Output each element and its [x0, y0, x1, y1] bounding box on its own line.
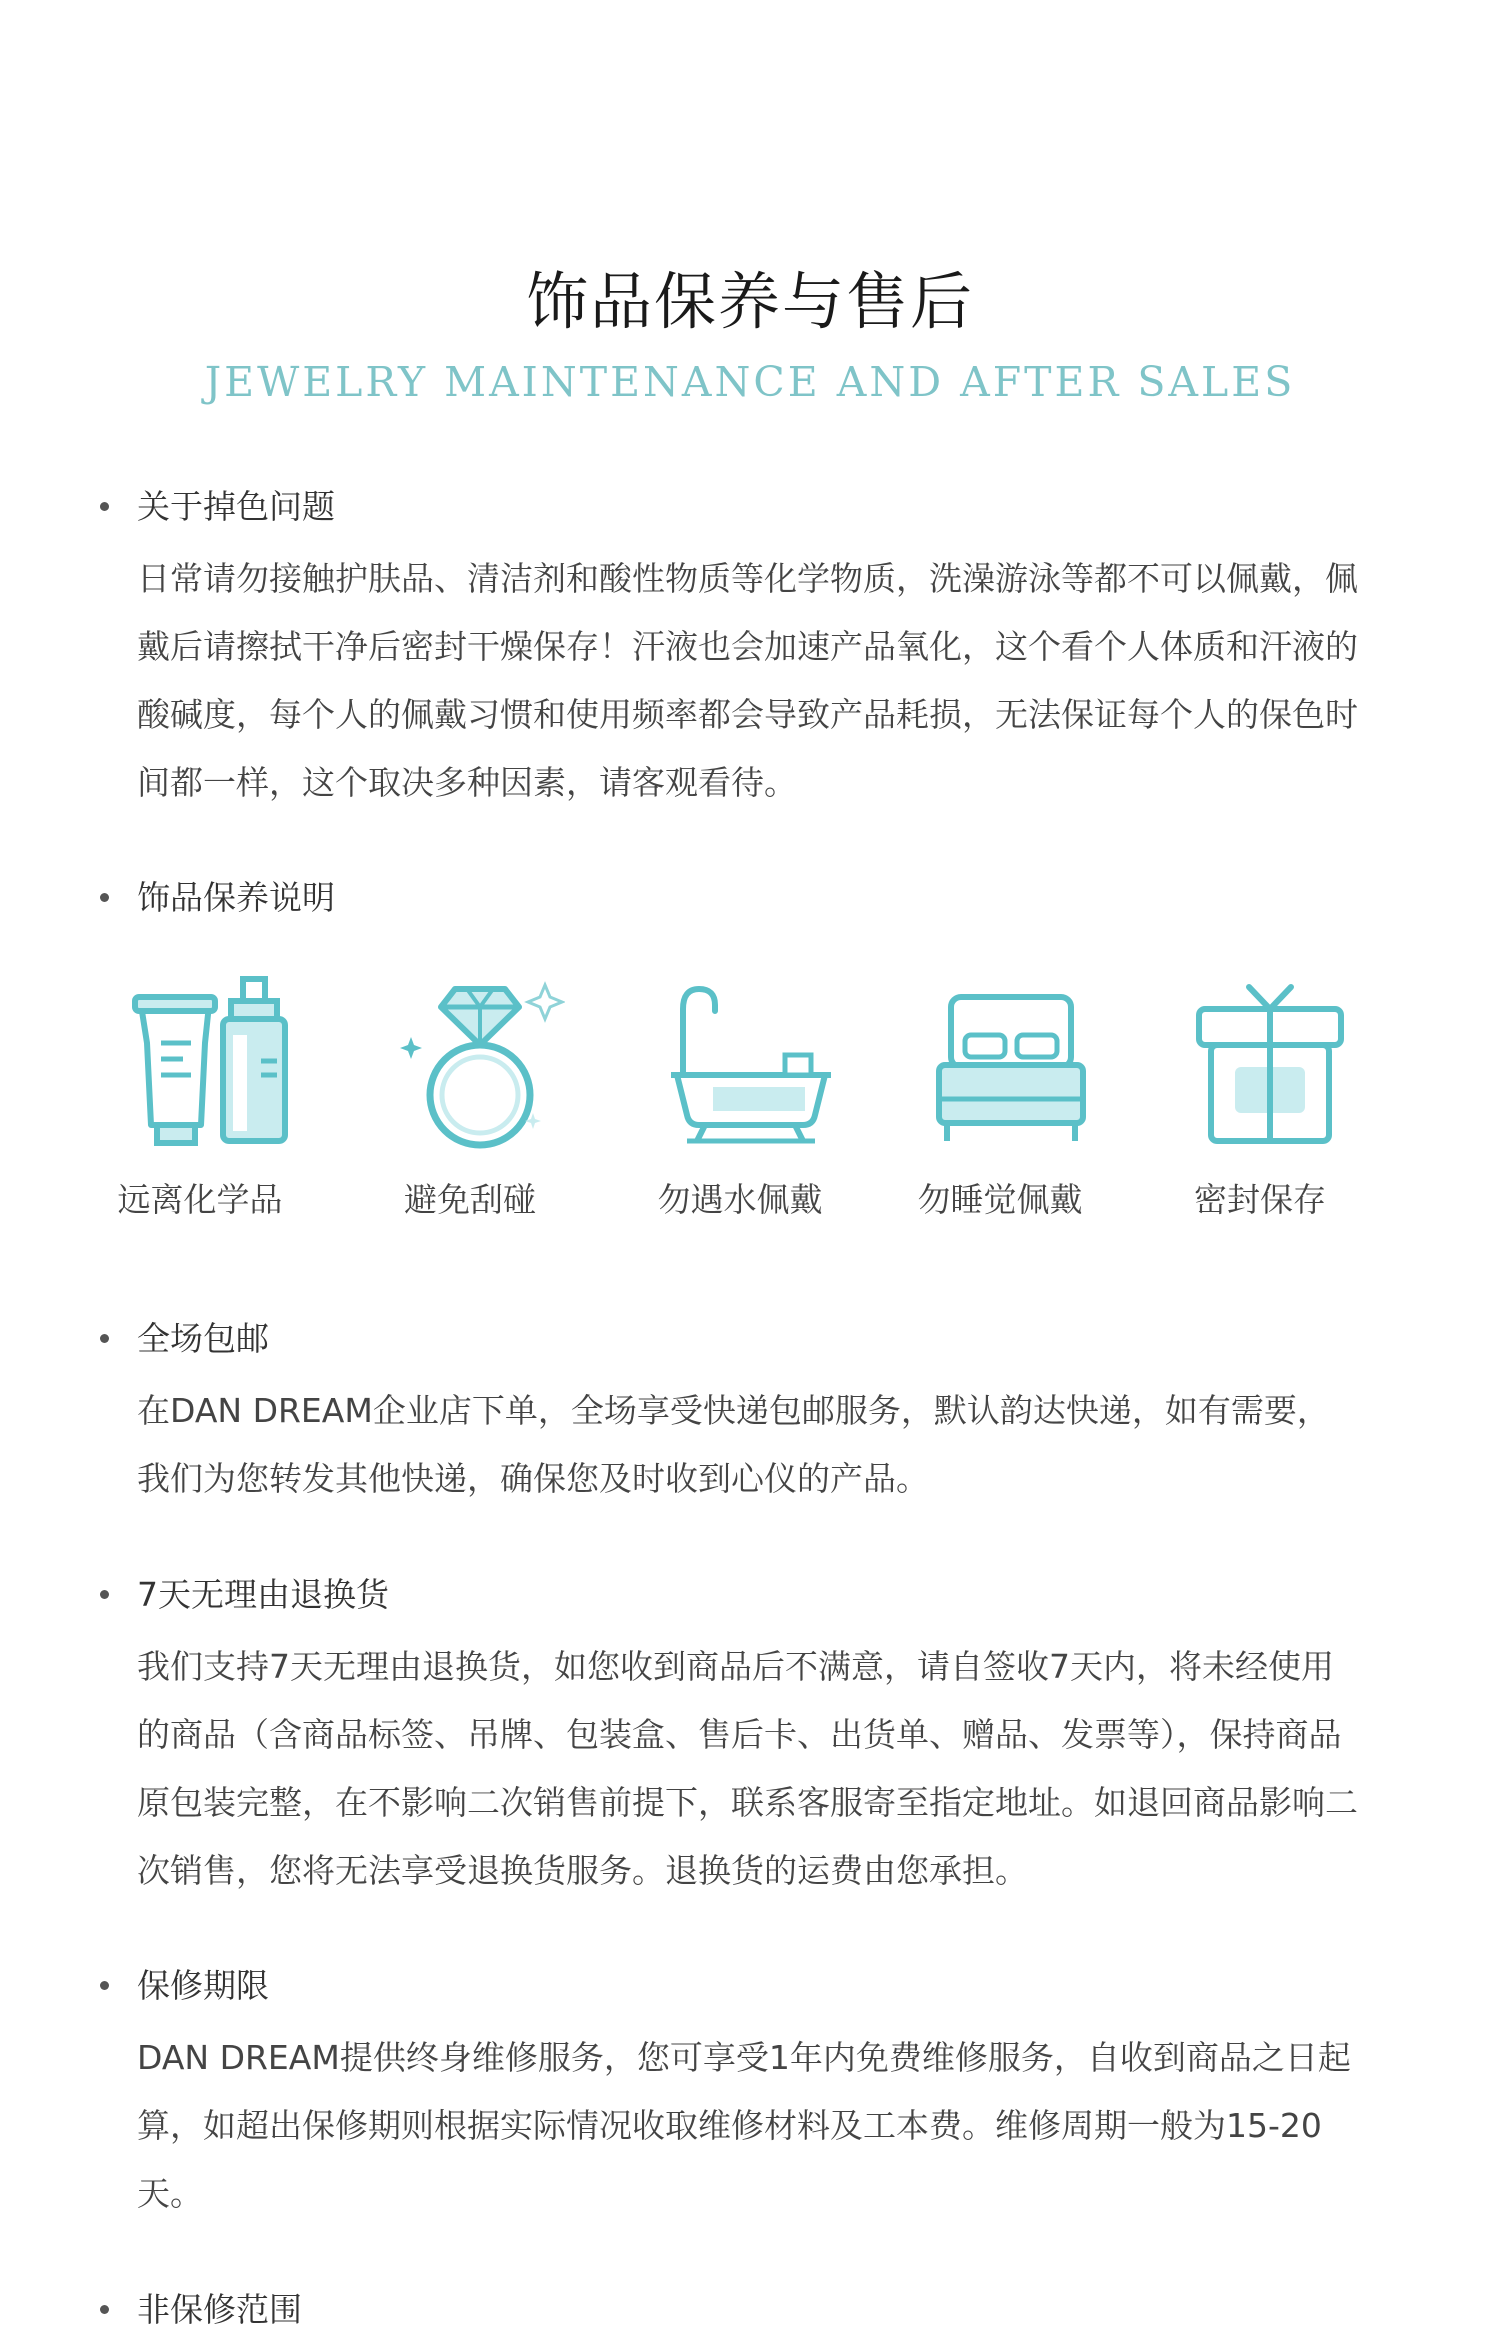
- section-paragraph: 在DAN DREAM企业店下单，全场享受快递包邮服务，默认韵达快递，如有需要，我们为您转发其他快递，确保您及时收到心仪的产品。: [137, 1391, 1330, 1498]
- section-non-warranty: [100, 2282, 1360, 2338]
- section-heading-text: 7天无理由退换货: [137, 1575, 389, 1614]
- bullet-dot: [100, 1590, 109, 1599]
- section-heading-text: 关于掉色问题: [137, 487, 335, 526]
- section-heading-text: 饰品保养说明: [137, 878, 335, 917]
- section-heading-text: 保修期限: [137, 1966, 269, 2005]
- care-icons-row: [100, 975, 1400, 1245]
- section-care: [100, 870, 1360, 926]
- bathtub-icon: [665, 975, 835, 1150]
- section-heading: [100, 479, 1360, 535]
- page-subtitle-en: JEWELRY MAINTENANCE AND AFTER SALES: [204, 358, 1296, 406]
- care-item-water: [640, 975, 840, 1245]
- section-heading: [100, 870, 1360, 926]
- section-returns: [100, 1567, 1360, 1905]
- section-heading: [100, 1311, 1360, 1367]
- bullet-dot: [100, 893, 109, 902]
- cosmetics-icon: [125, 975, 295, 1150]
- section-warranty: [100, 1958, 1360, 2228]
- bullet-dot: [100, 2305, 109, 2314]
- section-paragraph: 日常请勿接触护肤品、清洁剂和酸性物质等化学物质，洗澡游泳等都不可以佩戴，佩戴后请擦拭干净后密封干燥保存！汗液也会加速产品氧化，这个看个人体质和汗液的酸碱度，每个人的佩戴习惯和使用频率都会导致产品耗损，无法保证每个人的保色时间都一样，这个取决多种因素，请客观看待。: [137, 559, 1358, 802]
- care-label: 勿遇水佩戴: [657, 1180, 823, 1219]
- bullet-dot: [100, 502, 109, 511]
- section-paragraph: DAN DREAM提供终身维修服务，您可享受1年内免费维修服务，自收到商品之日起算，如超出保修期则根据实际情况收取维修材料及工本费。维修周期一般为15-20天。: [137, 2038, 1351, 2213]
- care-item-chemicals: [100, 975, 300, 1245]
- section-heading: [100, 1567, 1360, 1623]
- care-label: 避免刮碰: [404, 1180, 536, 1219]
- care-item-sleep: [900, 975, 1100, 1245]
- diamond-ring-icon: [395, 975, 565, 1150]
- section-heading-text: 非保修范围: [137, 2290, 302, 2329]
- section-free-shipping: [100, 1311, 1360, 1513]
- care-item-scratch: [370, 975, 570, 1245]
- care-label: 密封保存: [1194, 1180, 1326, 1219]
- care-label: 远离化学品: [117, 1180, 283, 1219]
- section-heading: [100, 1958, 1360, 2014]
- bullet-dot: [100, 1334, 109, 1343]
- section-heading-text: 全场包邮: [137, 1319, 269, 1358]
- section-heading: [100, 2282, 1360, 2338]
- section-fading: [100, 479, 1360, 817]
- bullet-dot: [100, 1981, 109, 1990]
- section-paragraph: 我们支持7天无理由退换货，如您收到商品后不满意，请自签收7天内，将未经使用的商品（含商品标签、吊牌、包装盒、售后卡、出货单、赠品、发票等），保持商品原包装完整，在不影响二次销售前提下，联系客服寄至指定地址。如退回商品影响二次销售，您将无法享受退换货服务。退换货的运费由您承担。: [137, 1647, 1358, 1890]
- gift-box-icon: [1185, 975, 1355, 1150]
- care-label: 勿睡觉佩戴: [917, 1180, 1083, 1219]
- care-item-seal: [1160, 975, 1360, 1245]
- bed-icon: [925, 975, 1095, 1150]
- page-title: 饰品保养与售后: [525, 265, 974, 338]
